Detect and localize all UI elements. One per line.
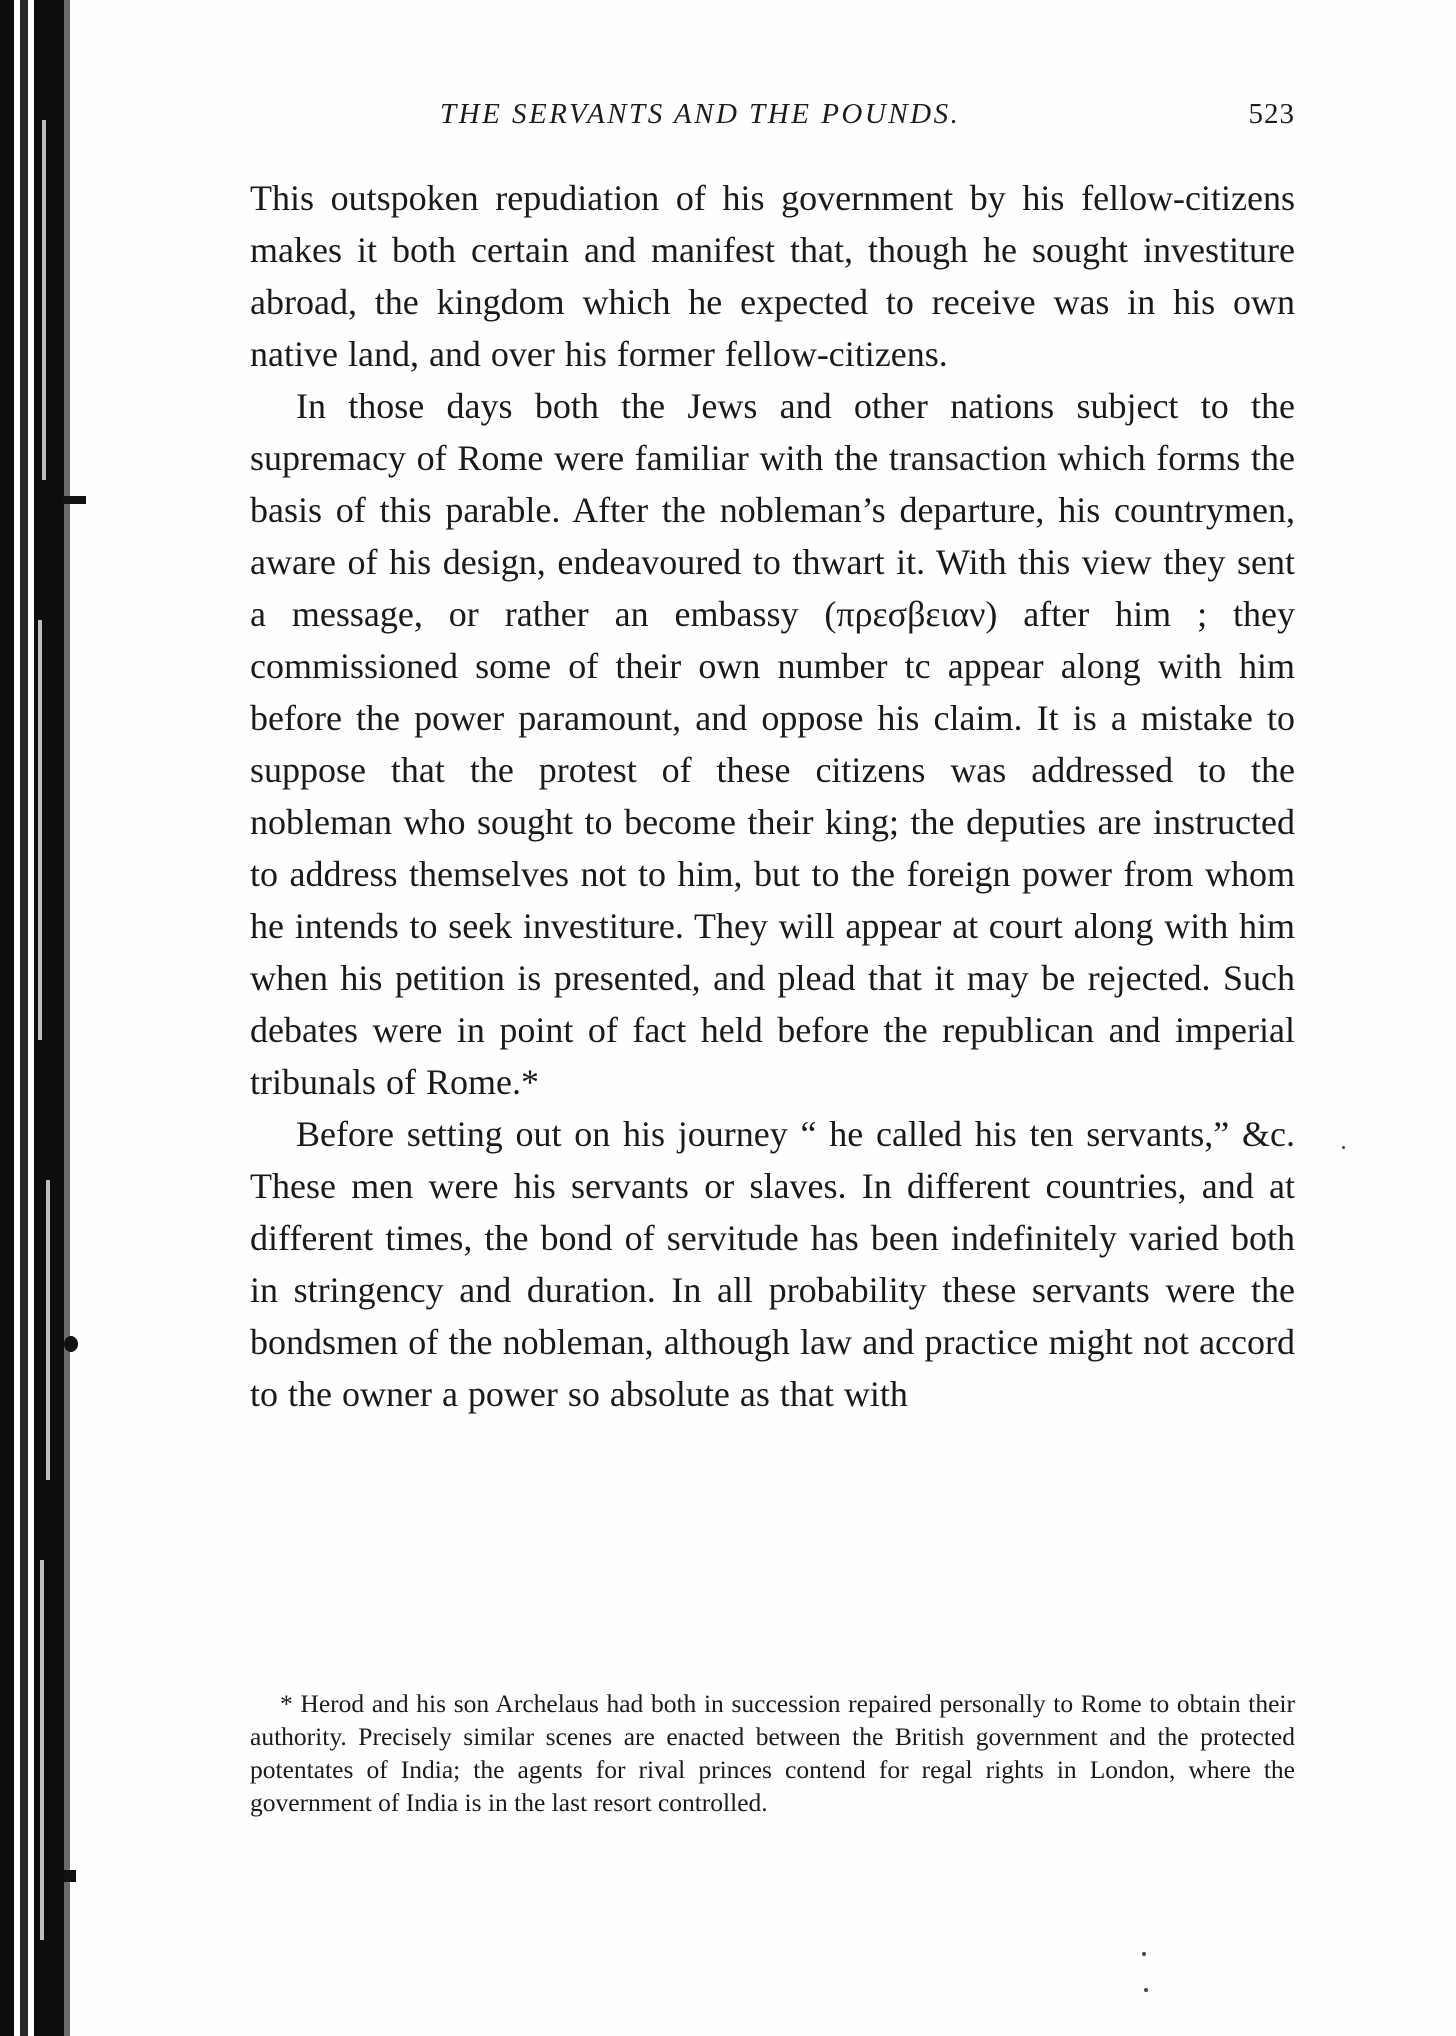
paragraph-3: Before setting out on his journey “ he called his ten servants,” &c. These men were his servants or slaves. In different countries, and at different times, the bond of servitude has been indefinitely varied both in stringency and duration. In all probability these servants were the bondsmen of the nobleman, although law and practice might not accord to the owner a power so absolute as that with xyxy=(250,1114,1295,1414)
page-number: 523 xyxy=(1248,98,1295,130)
paragraph-1: This outspoken repudiation of his government by his fellow-citizens makes it both certain and manifest that, though he sought investiture abroad, the kingdom which he expected to receive was in his own native land, and over his former fellow-citizens. xyxy=(250,178,1295,374)
scan-speck xyxy=(1142,1952,1146,1956)
scan-speck xyxy=(1144,1988,1148,1992)
body-text xyxy=(250,172,1295,1420)
paragraph-2: In those days both the Jews and other nations subject to the supremacy of Rome were familiar with the transaction which forms the basis of this parable. After the nobleman’s departure, his countrymen, aware of his design, endeavoured to thwart it. With this view they sent a message, or rather an embassy (πρεσβειαν) after him ; they commissioned some of their own number tc appear along with him before the power paramount, and oppose his claim. It is a mistake to suppose that the protest of these citizens was addressed to the nobleman who sought to become their king; the deputies are instructed to address themselves not to him, but to the foreign power from whom he intends to seek investiture. They will appear at court along with him when his petition is presented, and plead that it may be rejected. Such debates were in point of fact held before the republican and imperial tribunals of Rome.* xyxy=(250,386,1295,1102)
running-title: THE SERVANTS AND THE POUNDS. xyxy=(440,98,961,130)
scanned-binding-edge xyxy=(0,0,82,2036)
footnote: * Herod and his son Archelaus had both in succession repaired personally to Rome to obtain their authority. Precisely similar scenes are enacted between the British government and the protected potentates of India; the agents for rival princes contend for regal rights in London, where the government of India is in the last resort controlled. xyxy=(250,1689,1295,1817)
page-header xyxy=(250,98,1295,142)
scan-speck xyxy=(1342,1146,1345,1149)
